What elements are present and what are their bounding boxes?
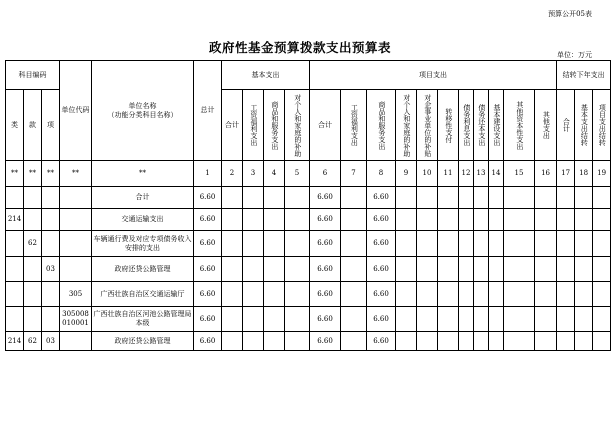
header-project-debt-text: 债务利息支出 xyxy=(462,104,471,146)
table-cell xyxy=(459,187,474,209)
table-cell xyxy=(474,257,489,282)
table-cell: 6.60 xyxy=(367,187,396,209)
table-cell xyxy=(575,187,593,209)
table-cell xyxy=(243,257,264,282)
table-cell: 政府还贷公路管理 xyxy=(92,257,194,282)
table-cell xyxy=(459,231,474,257)
table-cell xyxy=(341,257,367,282)
table-cell xyxy=(396,307,417,332)
table-cell: 6.60 xyxy=(367,231,396,257)
header-project-capital xyxy=(504,90,535,161)
table-row xyxy=(6,257,611,282)
table-cell xyxy=(575,282,593,307)
page-title: 政府性基金预算拨款支出预算表 xyxy=(208,40,391,55)
table-cell: 6.60 xyxy=(367,332,396,351)
table-cell xyxy=(243,307,264,332)
table-cell xyxy=(593,187,611,209)
header-carry-basic xyxy=(575,90,593,161)
table-cell: 6.60 xyxy=(310,187,341,209)
header-project-goods-text: 商品和服务支出 xyxy=(377,100,386,150)
table-cell xyxy=(24,307,42,332)
table-cell xyxy=(557,282,575,307)
header-total: 总计 xyxy=(194,61,222,161)
table-cell xyxy=(504,332,535,351)
table-cell xyxy=(557,332,575,351)
table-cell xyxy=(474,282,489,307)
header-project-other-text: 其他支出 xyxy=(542,111,551,139)
header-project-debt-principal xyxy=(474,90,489,161)
table-cell xyxy=(417,332,438,351)
table-cell xyxy=(341,332,367,351)
table-cell xyxy=(222,209,243,231)
table-cell xyxy=(42,307,60,332)
header-project-personal xyxy=(396,90,417,161)
table-cell xyxy=(417,307,438,332)
table-cell: 6.60 xyxy=(194,187,222,209)
table-cell xyxy=(396,257,417,282)
table-cell xyxy=(264,332,285,351)
table-cell xyxy=(575,257,593,282)
table-cell xyxy=(285,307,310,332)
header-lei: 类 xyxy=(6,90,24,161)
table-row xyxy=(6,282,611,307)
index-cell: 9 xyxy=(396,161,417,187)
table-cell xyxy=(557,307,575,332)
index-cell: 14 xyxy=(489,161,504,187)
table-cell xyxy=(341,209,367,231)
table-cell xyxy=(489,332,504,351)
table-row xyxy=(6,187,611,209)
table-cell: 62 xyxy=(24,231,42,257)
table-body xyxy=(6,61,611,351)
table-cell xyxy=(60,257,92,282)
table-cell xyxy=(285,231,310,257)
header-basic-wage xyxy=(243,90,264,161)
header-carry-project-text: 项目支出结转 xyxy=(598,104,607,146)
table-cell xyxy=(264,282,285,307)
table-cell xyxy=(535,307,557,332)
table-row xyxy=(6,209,611,231)
table-cell: 广西壮族自治区河池公路管理局本级 xyxy=(92,307,194,332)
header-project-debt-principal-text: 债务还本支出 xyxy=(477,104,486,146)
table-cell xyxy=(438,307,459,332)
header-project-transfer-text: 转移性支付 xyxy=(444,107,453,143)
index-cell: 18 xyxy=(575,161,593,187)
header-carry-basic-text: 基本支出结转 xyxy=(580,104,589,146)
table-cell xyxy=(264,231,285,257)
table-cell: 6.60 xyxy=(367,307,396,332)
index-cell: ** xyxy=(92,161,194,187)
table-cell xyxy=(504,187,535,209)
table-cell: 6.60 xyxy=(310,282,341,307)
table-cell xyxy=(535,187,557,209)
table-cell xyxy=(489,209,504,231)
table-cell xyxy=(222,307,243,332)
header-basic: 基本支出 xyxy=(222,61,310,90)
table-cell xyxy=(417,209,438,231)
table-cell: 6.60 xyxy=(310,257,341,282)
table-cell xyxy=(285,257,310,282)
table-cell xyxy=(417,282,438,307)
header-basic-personal-text: 对个人和家庭的补助 xyxy=(293,93,302,157)
budget-table xyxy=(5,60,611,351)
form-number: 预算公开05表 xyxy=(548,10,592,18)
table-cell xyxy=(42,231,60,257)
table-cell xyxy=(24,257,42,282)
table-cell xyxy=(417,231,438,257)
table-cell xyxy=(264,307,285,332)
table-cell: 62 xyxy=(24,332,42,351)
table-cell xyxy=(459,282,474,307)
table-cell xyxy=(504,209,535,231)
table-cell xyxy=(24,187,42,209)
table-cell xyxy=(575,332,593,351)
table-cell xyxy=(6,282,24,307)
table-cell xyxy=(535,231,557,257)
header-basic-goods xyxy=(264,90,285,161)
table-cell xyxy=(438,231,459,257)
table-cell xyxy=(60,231,92,257)
table-cell: 305008010001 xyxy=(60,307,92,332)
table-cell xyxy=(593,307,611,332)
table-cell: 6.60 xyxy=(310,209,341,231)
table-cell xyxy=(504,307,535,332)
table-cell xyxy=(504,282,535,307)
table-cell xyxy=(6,307,24,332)
header-project-enterprise-text: 对企事业单位的补贴 xyxy=(423,93,432,157)
table-cell xyxy=(557,257,575,282)
table-cell xyxy=(6,187,24,209)
table-cell xyxy=(285,332,310,351)
table-cell xyxy=(341,231,367,257)
header-carry: 结转下年支出 xyxy=(557,61,611,90)
table-cell xyxy=(396,231,417,257)
table-cell xyxy=(6,231,24,257)
table-cell xyxy=(459,332,474,351)
table-cell xyxy=(459,257,474,282)
table-cell xyxy=(438,187,459,209)
table-cell: 214 xyxy=(6,209,24,231)
index-cell: 3 xyxy=(243,161,264,187)
table-cell xyxy=(489,187,504,209)
index-cell: ** xyxy=(24,161,42,187)
table-cell xyxy=(535,282,557,307)
table-cell xyxy=(593,282,611,307)
index-cell: 11 xyxy=(438,161,459,187)
table-cell xyxy=(459,307,474,332)
index-row xyxy=(6,161,611,187)
table-cell xyxy=(24,209,42,231)
header-subject-code: 科目编码 xyxy=(6,61,60,90)
header-project-wage xyxy=(341,90,367,161)
header-unit-code: 单位代码 xyxy=(60,61,92,161)
header-unit-name: 单位名称 （功能分类科目名称） xyxy=(92,61,194,161)
table-cell xyxy=(285,209,310,231)
index-cell: 1 xyxy=(194,161,222,187)
table-cell xyxy=(264,187,285,209)
table-cell xyxy=(557,231,575,257)
index-cell: ** xyxy=(60,161,92,187)
table-cell xyxy=(438,332,459,351)
header-project-wage-text: 工资福利支出 xyxy=(350,104,359,146)
table-cell: 6.60 xyxy=(194,282,222,307)
table-cell xyxy=(557,209,575,231)
index-cell: ** xyxy=(42,161,60,187)
table-cell: 6.60 xyxy=(194,231,222,257)
table-cell xyxy=(438,209,459,231)
header-project-personal-text: 对个人和家庭的补助 xyxy=(402,93,411,157)
header-project-goods xyxy=(367,90,396,161)
table-cell xyxy=(24,282,42,307)
table-cell xyxy=(396,187,417,209)
table-cell xyxy=(6,257,24,282)
unit-label: 单位：万元 xyxy=(557,51,592,59)
table-cell xyxy=(243,282,264,307)
table-cell xyxy=(575,209,593,231)
table-cell: 交通运输支出 xyxy=(92,209,194,231)
table-cell: 6.60 xyxy=(194,332,222,351)
table-cell: 03 xyxy=(42,257,60,282)
index-cell: 8 xyxy=(367,161,396,187)
table-cell xyxy=(593,332,611,351)
index-cell: 10 xyxy=(417,161,438,187)
table-cell xyxy=(535,209,557,231)
table-cell xyxy=(42,209,60,231)
table-row xyxy=(6,332,611,351)
table-cell xyxy=(593,209,611,231)
table-row xyxy=(6,231,611,257)
header-project-enterprise xyxy=(417,90,438,161)
table-cell xyxy=(341,187,367,209)
table-cell xyxy=(474,332,489,351)
table-cell xyxy=(285,187,310,209)
table-cell xyxy=(489,307,504,332)
table-cell xyxy=(42,187,60,209)
index-cell: 16 xyxy=(535,161,557,187)
table-cell xyxy=(535,257,557,282)
table-cell xyxy=(341,282,367,307)
table-cell xyxy=(264,209,285,231)
table-cell xyxy=(243,332,264,351)
header-project-subtotal: 合计 xyxy=(310,90,341,161)
table-cell: 03 xyxy=(42,332,60,351)
header-project: 项目支出 xyxy=(310,61,557,90)
table-cell xyxy=(489,257,504,282)
table-cell xyxy=(222,231,243,257)
table-cell xyxy=(593,231,611,257)
header-basic-subtotal: 合计 xyxy=(222,90,243,161)
table-cell xyxy=(474,307,489,332)
index-cell: 5 xyxy=(285,161,310,187)
table-cell xyxy=(222,282,243,307)
table-cell xyxy=(438,282,459,307)
table-cell xyxy=(474,231,489,257)
table-cell: 6.60 xyxy=(194,257,222,282)
index-cell: 2 xyxy=(222,161,243,187)
index-cell: 13 xyxy=(474,161,489,187)
header-carry-subtotal xyxy=(557,90,575,161)
table-cell xyxy=(489,282,504,307)
table-cell xyxy=(575,307,593,332)
table-cell xyxy=(243,187,264,209)
table-cell xyxy=(285,282,310,307)
table-cell: 305 xyxy=(60,282,92,307)
table-cell: 6.60 xyxy=(310,307,341,332)
header-kuan: 款 xyxy=(24,90,42,161)
index-cell: 19 xyxy=(593,161,611,187)
table-cell xyxy=(417,187,438,209)
table-cell xyxy=(60,209,92,231)
table-cell xyxy=(504,257,535,282)
table-cell xyxy=(459,209,474,231)
table-cell xyxy=(264,257,285,282)
table-cell xyxy=(489,231,504,257)
table-cell xyxy=(417,257,438,282)
table-cell xyxy=(504,231,535,257)
table-cell: 6.60 xyxy=(194,209,222,231)
table-cell xyxy=(575,231,593,257)
index-cell: ** xyxy=(6,161,24,187)
index-cell: 6 xyxy=(310,161,341,187)
table-cell xyxy=(557,187,575,209)
header-project-transfer xyxy=(438,90,459,161)
header-project-other xyxy=(535,90,557,161)
table-cell xyxy=(60,332,92,351)
table-cell xyxy=(222,257,243,282)
table-cell xyxy=(535,332,557,351)
header-basic-personal xyxy=(285,90,310,161)
table-cell: 6.60 xyxy=(367,282,396,307)
table-cell: 6.60 xyxy=(367,257,396,282)
index-cell: 7 xyxy=(341,161,367,187)
table-cell: 6.60 xyxy=(310,231,341,257)
header-row-1 xyxy=(6,61,611,90)
table-cell: 广西壮族自治区交通运输厅 xyxy=(92,282,194,307)
table-cell: 合计 xyxy=(92,187,194,209)
table-row xyxy=(6,307,611,332)
table-cell xyxy=(474,209,489,231)
table-cell xyxy=(396,282,417,307)
table-cell xyxy=(243,231,264,257)
header-project-construction xyxy=(489,90,504,161)
table-cell: 6.60 xyxy=(367,209,396,231)
index-cell: 4 xyxy=(264,161,285,187)
table-cell xyxy=(593,257,611,282)
table-cell xyxy=(222,187,243,209)
header-project-construction-text: 基本建设支出 xyxy=(492,104,501,146)
header-project-debt xyxy=(459,90,474,161)
table-cell: 6.60 xyxy=(194,307,222,332)
header-basic-wage-text: 工资福利支出 xyxy=(249,104,258,146)
table-cell xyxy=(60,187,92,209)
index-cell: 15 xyxy=(504,161,535,187)
header-basic-goods-text: 商品和服务支出 xyxy=(270,100,279,150)
table-cell xyxy=(396,209,417,231)
table-cell: 车辆通行费及对应专项债务收入安排的支出 xyxy=(92,231,194,257)
table-cell xyxy=(438,257,459,282)
table-cell xyxy=(474,187,489,209)
table-cell: 214 xyxy=(6,332,24,351)
table-cell xyxy=(42,282,60,307)
table-cell xyxy=(396,332,417,351)
index-cell: 12 xyxy=(459,161,474,187)
table-cell xyxy=(243,209,264,231)
table-cell: 6.60 xyxy=(310,332,341,351)
header-carry-subtotal-text: 合计 xyxy=(562,118,571,132)
table-cell xyxy=(341,307,367,332)
header-carry-project xyxy=(593,90,611,161)
table-cell: 政府还贷公路管理 xyxy=(92,332,194,351)
header-xiang: 项 xyxy=(42,90,60,161)
table-cell xyxy=(222,332,243,351)
header-project-capital-text: 其他资本性支出 xyxy=(515,100,524,150)
index-cell: 17 xyxy=(557,161,575,187)
